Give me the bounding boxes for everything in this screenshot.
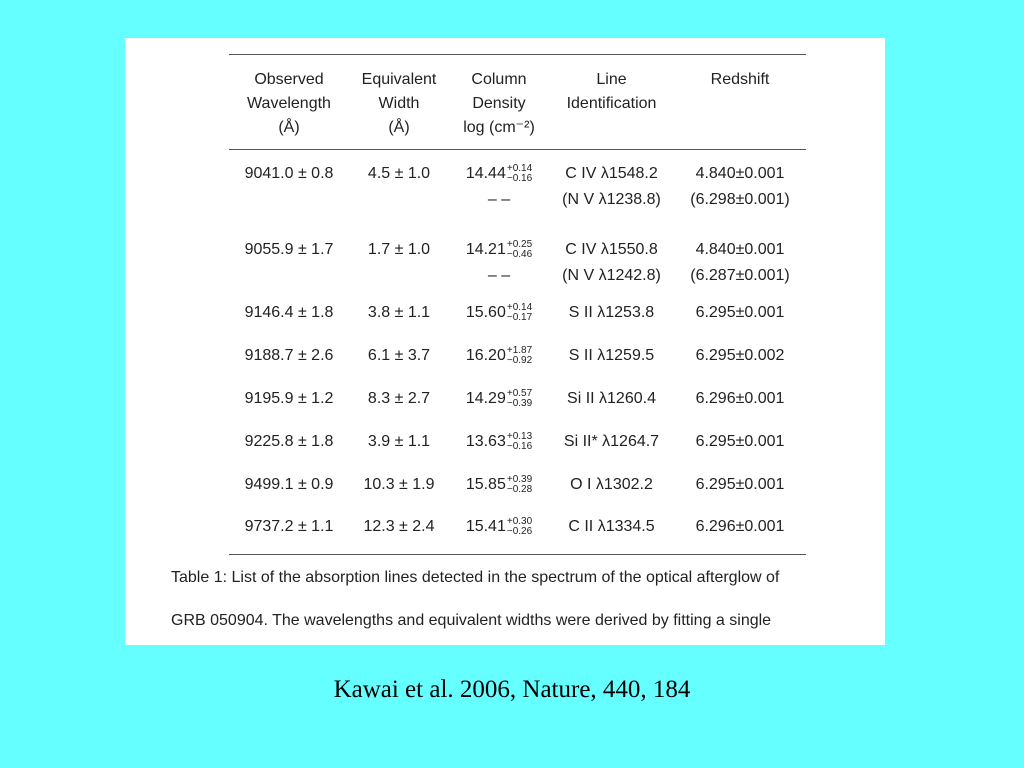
density-upper-error: +0.57 — [506, 387, 533, 399]
cell-redshift — [674, 429, 806, 468]
equivalent-width-value: 3.9 ± 1.1 — [367, 433, 431, 450]
table-row — [229, 296, 806, 339]
header-column-density: Column Density log (cm⁻²) — [463, 71, 535, 136]
line-id-value: Si II* λ1264.7 — [563, 433, 660, 450]
absorption-lines-table — [229, 54, 806, 555]
redshift-value: 6.295±0.001 — [695, 304, 785, 321]
wavelength-value: 9055.9 ± 1.7 — [244, 241, 334, 258]
caption-line: GRB 050904. The wavelengths and equivalent widths were derived by fitting a single — [171, 612, 772, 629]
cell-wavelength — [229, 343, 349, 382]
wavelength-value: 9195.9 ± 1.2 — [244, 390, 334, 407]
table-body — [229, 150, 806, 554]
cell-column-density — [449, 472, 549, 510]
cell-redshift — [674, 300, 806, 339]
density-lower-error: −0.92 — [506, 354, 533, 366]
wavelength-value: 9188.7 ± 2.6 — [244, 347, 334, 364]
density-errors — [507, 432, 532, 452]
cell-wavelength — [229, 300, 349, 339]
density-lower-error: −0.17 — [506, 311, 533, 323]
redshift-value: 6.295±0.001 — [695, 476, 785, 493]
column-density-value — [449, 300, 549, 326]
density-lower-error: −0.16 — [506, 172, 533, 184]
equivalent-width-value: 10.3 ± 1.9 — [363, 476, 435, 493]
table-caption — [171, 566, 871, 652]
cell-equivalent-width — [349, 161, 449, 233]
density-errors — [507, 164, 532, 184]
redshift-value: 4.840±0.001 — [695, 241, 785, 258]
redshift-alt-value: (6.287±0.001) — [690, 267, 790, 284]
wavelength-value: 9146.4 ± 1.8 — [244, 304, 334, 321]
equivalent-width-value: 12.3 ± 2.4 — [363, 518, 435, 535]
cell-redshift — [674, 472, 806, 510]
cell-line-identification — [549, 472, 674, 510]
table-row — [229, 468, 806, 510]
redshift-value: 6.295±0.001 — [695, 433, 785, 450]
density-main: 15.85 — [465, 476, 506, 493]
cell-equivalent-width — [349, 429, 449, 468]
density-lower-error: −0.46 — [506, 248, 533, 260]
cell-wavelength — [229, 472, 349, 510]
equivalent-width-value: 3.8 ± 1.1 — [367, 304, 431, 321]
header-equivalent-width: Equivalent Width (Å) — [361, 71, 437, 136]
column-density-value — [449, 343, 549, 369]
density-upper-error: +1.87 — [506, 344, 533, 356]
line-id-value: O I λ1302.2 — [570, 476, 653, 493]
cell-redshift — [674, 514, 806, 554]
line-id-value: S II λ1253.8 — [568, 304, 655, 321]
cell-equivalent-width — [349, 386, 449, 425]
line-id-value: Si II λ1260.4 — [567, 390, 656, 407]
density-errors — [507, 240, 532, 260]
table-row — [229, 425, 806, 468]
cell-equivalent-width — [349, 237, 449, 296]
redshift-value: 6.296±0.001 — [695, 390, 785, 407]
cell-equivalent-width — [349, 514, 449, 554]
column-density-value — [449, 429, 549, 455]
equivalent-width-value: 8.3 ± 2.7 — [367, 390, 431, 407]
cell-column-density — [449, 161, 549, 233]
cell-column-density — [449, 237, 549, 296]
density-main: 14.44 — [465, 165, 506, 182]
density-errors — [507, 475, 532, 495]
equivalent-width-value: 6.1 ± 3.7 — [367, 347, 431, 364]
density-errors — [507, 346, 532, 366]
line-id-value: C II λ1334.5 — [568, 518, 655, 535]
cell-line-identification — [549, 514, 674, 554]
line-id-alt-value: (N V λ1242.8) — [562, 267, 661, 284]
cell-line-identification — [549, 386, 674, 425]
density-alt-value: – – — [487, 267, 511, 284]
cell-line-identification — [549, 161, 674, 233]
table-row — [229, 150, 806, 233]
density-upper-error: +0.14 — [506, 301, 533, 313]
wavelength-value: 9737.2 ± 1.1 — [244, 518, 334, 535]
cell-column-density — [449, 343, 549, 382]
density-main: 15.60 — [465, 304, 506, 321]
equivalent-width-value: 1.7 ± 1.0 — [367, 241, 431, 258]
density-main: 16.20 — [465, 347, 506, 364]
wavelength-value: 9225.8 ± 1.8 — [244, 433, 334, 450]
cell-column-density — [449, 429, 549, 468]
density-lower-error: −0.39 — [506, 397, 533, 409]
cell-wavelength — [229, 429, 349, 468]
cell-redshift — [674, 386, 806, 425]
cell-redshift — [674, 343, 806, 382]
wavelength-value: 9041.0 ± 0.8 — [244, 165, 334, 182]
cell-equivalent-width — [349, 343, 449, 382]
cell-line-identification — [549, 300, 674, 339]
column-density-value — [449, 514, 549, 540]
column-density-value — [449, 237, 549, 263]
column-density-value — [449, 386, 549, 412]
cell-line-identification — [549, 429, 674, 468]
density-main: 13.63 — [465, 433, 506, 450]
line-id-alt-value: (N V λ1238.8) — [562, 191, 661, 208]
density-lower-error: −0.28 — [506, 483, 533, 495]
cell-column-density — [449, 300, 549, 339]
density-upper-error: +0.30 — [506, 515, 533, 527]
density-upper-error: +0.13 — [506, 430, 533, 442]
cell-wavelength — [229, 161, 349, 233]
cell-redshift — [674, 161, 806, 233]
column-density-value — [449, 161, 549, 187]
density-errors — [507, 303, 532, 323]
density-lower-error: −0.16 — [506, 440, 533, 452]
line-id-value: C IV λ1548.2 — [565, 165, 658, 182]
table-row — [229, 233, 806, 296]
density-main: 15.41 — [465, 518, 506, 535]
table-row — [229, 510, 806, 554]
table-row — [229, 382, 806, 425]
density-alt-value: – – — [487, 191, 511, 208]
density-upper-error: +0.14 — [506, 162, 533, 174]
line-id-value: C IV λ1550.8 — [565, 241, 658, 258]
cell-column-density — [449, 514, 549, 554]
density-upper-error: +0.25 — [506, 238, 533, 250]
redshift-value: 6.296±0.001 — [695, 518, 785, 535]
line-id-value: S II λ1259.5 — [568, 347, 655, 364]
wavelength-value: 9499.1 ± 0.9 — [244, 476, 334, 493]
density-main: 14.29 — [465, 390, 506, 407]
paper-excerpt — [125, 38, 885, 645]
cell-line-identification — [549, 343, 674, 382]
cell-wavelength — [229, 386, 349, 425]
header-redshift: Redshift — [710, 71, 770, 88]
cell-wavelength — [229, 514, 349, 554]
header-observed-wavelength: Observed Wavelength (Å) — [247, 71, 331, 136]
cell-line-identification — [549, 237, 674, 296]
citation: Kawai et al. 2006, Nature, 440, 184 — [333, 676, 691, 703]
table-header — [229, 55, 806, 150]
cell-column-density — [449, 386, 549, 425]
redshift-value: 4.840±0.001 — [695, 165, 785, 182]
cell-equivalent-width — [349, 300, 449, 339]
redshift-value: 6.295±0.002 — [695, 347, 785, 364]
density-upper-error: +0.39 — [506, 473, 533, 485]
table-row — [229, 339, 806, 382]
header-line-identification: Line Identification — [566, 71, 657, 112]
redshift-alt-value: (6.298±0.001) — [690, 191, 790, 208]
column-density-value — [449, 472, 549, 498]
equivalent-width-value: 4.5 ± 1.0 — [367, 165, 431, 182]
density-lower-error: −0.26 — [506, 525, 533, 537]
density-errors — [507, 389, 532, 409]
density-main: 14.21 — [465, 241, 506, 258]
cell-wavelength — [229, 237, 349, 296]
cell-redshift — [674, 237, 806, 296]
cell-equivalent-width — [349, 472, 449, 510]
caption-line: Table 1: List of the absorption lines detected in the spectrum of the optical afterglow of — [171, 569, 780, 586]
density-errors — [507, 517, 532, 537]
